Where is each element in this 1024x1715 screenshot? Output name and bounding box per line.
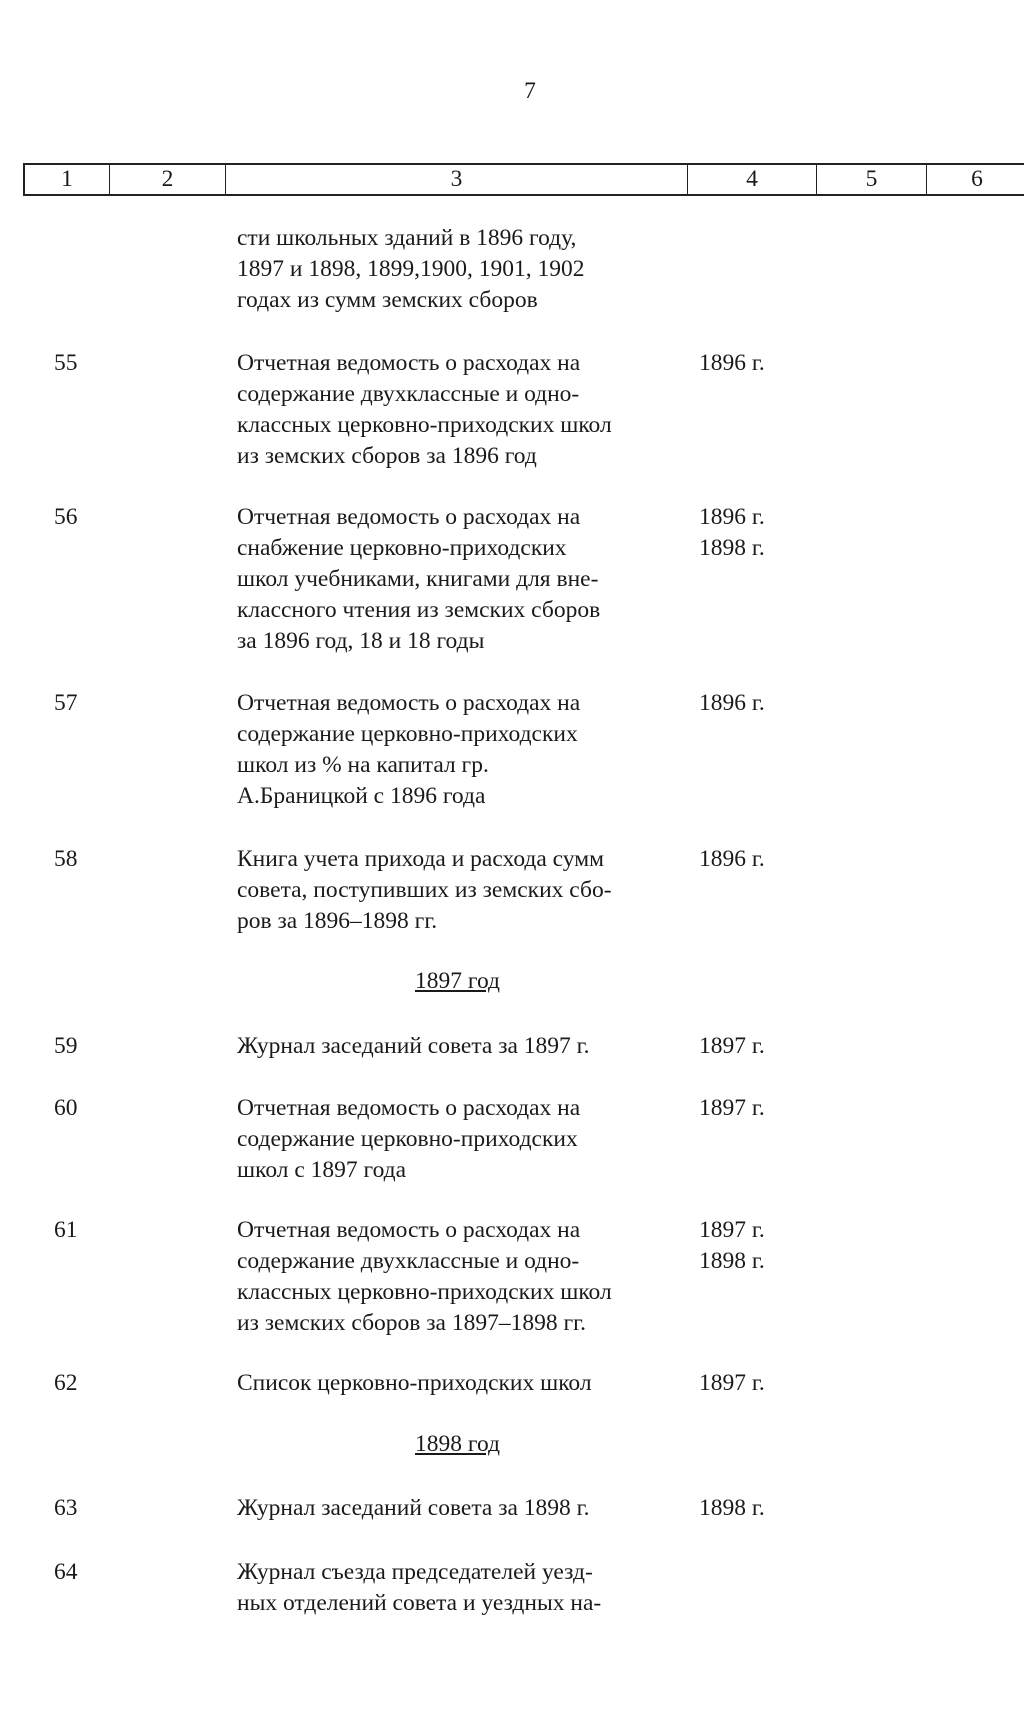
entry-title-line: снабжение церковно-приходских xyxy=(237,535,567,561)
entry-number: 61 xyxy=(54,1217,78,1243)
entry-title-line: Отчетная ведомость о расходах на xyxy=(237,1217,581,1243)
entry-title-line: школ с 1897 года xyxy=(237,1157,407,1183)
entry-title-line: Журнал съезда председателей уезд- xyxy=(237,1559,593,1585)
entry-title xyxy=(237,348,677,472)
entry-title-line: 1897 и 1898, 1899,1900, 1901, 1902 xyxy=(237,256,585,282)
entry-date: 1897 г. xyxy=(699,1095,765,1121)
header-col-2: 2 xyxy=(110,165,226,194)
entry-title xyxy=(237,1557,677,1619)
entry-title-line: школ из % на капитал гр. xyxy=(237,752,489,778)
entry-title xyxy=(237,844,677,937)
entry-number: 58 xyxy=(54,846,78,872)
entry-title-line: классных церковно-приходских школ xyxy=(237,1279,612,1305)
entry-date: 1896 г. xyxy=(699,504,765,530)
entry-title-line: А.Браницкой с 1896 года xyxy=(237,783,486,809)
entry-number: 64 xyxy=(54,1559,78,1585)
entry-date: 1897 г. xyxy=(699,1033,765,1059)
entry-dates xyxy=(699,1093,765,1124)
entry-dates xyxy=(699,348,765,379)
entry-title-line: Отчетная ведомость о расходах на xyxy=(237,690,581,716)
entry-number: 60 xyxy=(54,1095,78,1121)
entry-title-line: Отчетная ведомость о расходах на xyxy=(237,350,581,376)
header-col-4: 4 xyxy=(688,165,817,194)
entry-dates xyxy=(699,502,765,564)
year-heading-1898: 1898 год xyxy=(415,1431,500,1457)
entry-title xyxy=(237,1093,677,1186)
entry-title-line: Книга учета прихода и расхода сумм xyxy=(237,846,604,872)
entry-title-line: Отчетная ведомость о расходах на xyxy=(237,504,581,530)
entry-number: 57 xyxy=(54,690,78,716)
entry-title-line: классных церковно-приходских школ xyxy=(237,412,612,438)
header-col-5: 5 xyxy=(817,165,927,194)
entry-number: 56 xyxy=(54,504,78,530)
entry-date: 1896 г. xyxy=(699,690,765,716)
entry-title xyxy=(237,502,677,657)
entry-number: 59 xyxy=(54,1033,78,1059)
entry-title-line: Отчетная ведомость о расходах на xyxy=(237,1095,581,1121)
entry-title-line: содержание двухклассные и одно- xyxy=(237,381,580,407)
page-number: 7 xyxy=(524,78,536,104)
entry-title xyxy=(237,1368,677,1399)
header-col-1: 1 xyxy=(25,165,110,194)
header-col-6: 6 xyxy=(971,166,983,192)
entry-title-line: из земских сборов за 1896 год xyxy=(237,443,537,469)
entry-title-line: Журнал заседаний совета за 1897 г. xyxy=(237,1033,590,1059)
entry-title xyxy=(237,1031,677,1062)
entry-date: 1898 г. xyxy=(699,1248,765,1274)
entry-title-line: ров за 1896–1898 гг. xyxy=(237,908,438,934)
entry-title-line: из земских сборов за 1897–1898 гг. xyxy=(237,1310,586,1336)
entry-title-line: школ учебниками, книгами для вне- xyxy=(237,566,599,592)
entry-title-line: за 1896 год, 18 и 18 годы xyxy=(237,628,485,654)
entry-title-line: содержание церковно-приходских xyxy=(237,721,578,747)
entry-date: 1898 г. xyxy=(699,1495,765,1521)
entry-title-line: ных отделений совета и уездных на- xyxy=(237,1590,602,1616)
header-col-3: 3 xyxy=(226,165,688,194)
entry-date: 1898 г. xyxy=(699,535,765,561)
entry-dates xyxy=(699,1215,765,1277)
entry-title xyxy=(237,1215,677,1339)
entry-date: 1896 г. xyxy=(699,350,765,376)
entry-title-line: Журнал заседаний совета за 1898 г. xyxy=(237,1495,590,1521)
entry-title-line: годах из сумм земских сборов xyxy=(237,287,538,313)
entry-title-line: содержание двухклассные и одно- xyxy=(237,1248,580,1274)
entry-dates xyxy=(699,1368,765,1399)
entry-title xyxy=(237,1493,677,1524)
table-header xyxy=(23,163,1024,196)
entry-title xyxy=(237,688,677,812)
entry-date: 1897 г. xyxy=(699,1217,765,1243)
entry-title-line: Список церковно-приходских школ xyxy=(237,1370,592,1396)
entry-title-line: сти школьных зданий в 1896 году, xyxy=(237,225,577,251)
entry-title xyxy=(237,223,677,316)
entry-title-line: совета, поступивших из земских сбо- xyxy=(237,877,612,903)
entry-dates xyxy=(699,1493,765,1524)
entry-number: 55 xyxy=(54,350,78,376)
year-heading-1897: 1897 год xyxy=(415,968,500,994)
entry-dates xyxy=(699,1031,765,1062)
entry-title-line: классного чтения из земских сборов xyxy=(237,597,601,623)
entry-date: 1897 г. xyxy=(699,1370,765,1396)
entry-date: 1896 г. xyxy=(699,846,765,872)
entry-dates xyxy=(699,844,765,875)
entry-number: 62 xyxy=(54,1370,78,1396)
entry-number: 63 xyxy=(54,1495,78,1521)
entry-title-line: содержание церковно-приходских xyxy=(237,1126,578,1152)
entry-dates xyxy=(699,688,765,719)
